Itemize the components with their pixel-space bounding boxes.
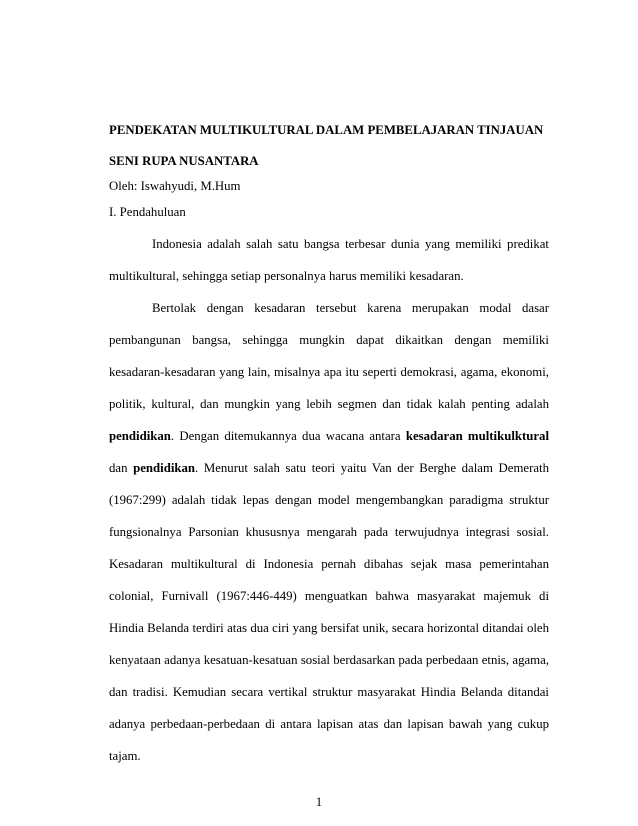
- text-run: . Dengan ditemukannya dua wacana antara: [170, 429, 406, 443]
- paragraph-2-line: [109, 428, 549, 444]
- bold-term: pendidikan: [109, 429, 171, 443]
- paragraph-2-line: Kesadaran multikultural di Indonesia pernah dibahas sejak masa pemerintahan: [109, 557, 549, 571]
- paragraph-2-line: (1967:299) adalah tidak lepas dengan model mengembangkan paradigma struktur: [109, 493, 549, 507]
- paragraph-2-line: dan tradisi. Kemudian secara vertikal struktur masyarakat Hindia Belanda ditandai: [109, 685, 549, 699]
- bold-term: pendidikan: [133, 461, 196, 475]
- paragraph-2-line: politik, kultural, dan mungkin yang lebih segmen dan tidak kalah penting adalah: [109, 397, 549, 411]
- text-run: dan: [109, 461, 134, 475]
- paragraph-2-line: fungsionalnya Parsonian khususnya mengarah pada terwujudnya integrasi sosial.: [109, 525, 549, 539]
- bold-term: kesadaran multikulktural: [405, 429, 550, 443]
- paragraph-2-line: pembangunan bangsa, sehingga mungkin dapat dikaitkan dengan memiliki: [109, 333, 549, 347]
- text-run: . Menurut salah satu teori yaitu Van der Berghe dalam Demerath: [195, 461, 549, 475]
- paragraph-2-line: [109, 460, 549, 476]
- author-line: Oleh: Iswahyudi, M.Hum: [109, 179, 241, 193]
- title-line-2: SENI RUPA NUSANTARA: [109, 154, 259, 168]
- paragraph-2-line: colonial, Furnivall (1967:446-449) menguatkan bahwa masyarakat majemuk di: [109, 589, 549, 603]
- paragraph-1-line: Indonesia adalah salah satu bangsa terbesar dunia yang memiliki predikat: [152, 237, 549, 251]
- paragraph-2-line: Bertolak dengan kesadaran tersebut karena merupakan modal dasar: [152, 301, 549, 315]
- paragraph-2-line: Hindia Belanda terdiri atas dua ciri yang bersifat unik, secara horizontal ditandai oleh: [109, 621, 549, 635]
- paragraph-2-line: kenyataan adanya kesatuan-kesatuan sosial berdasarkan pada perbedaan etnis, agama,: [109, 653, 549, 667]
- title-line-1: PENDEKATAN MULTIKULTURAL DALAM PEMBELAJARAN TINJAUAN: [109, 123, 544, 137]
- paragraph-1-line: multikultural, sehingga setiap personalnya harus memiliki kesadaran.: [109, 269, 464, 283]
- page-number: 1: [315, 795, 323, 809]
- paragraph-2-line: adanya perbedaan-perbedaan di antara lapisan atas dan lapisan bawah yang cukup: [109, 717, 549, 731]
- paragraph-2-line: kesadaran-kesadaran yang lain, misalnya apa itu seperti demokrasi, agama, ekonomi,: [109, 365, 549, 379]
- paragraph-2-line: tajam.: [109, 749, 141, 763]
- section-heading: I. Pendahuluan: [109, 205, 186, 219]
